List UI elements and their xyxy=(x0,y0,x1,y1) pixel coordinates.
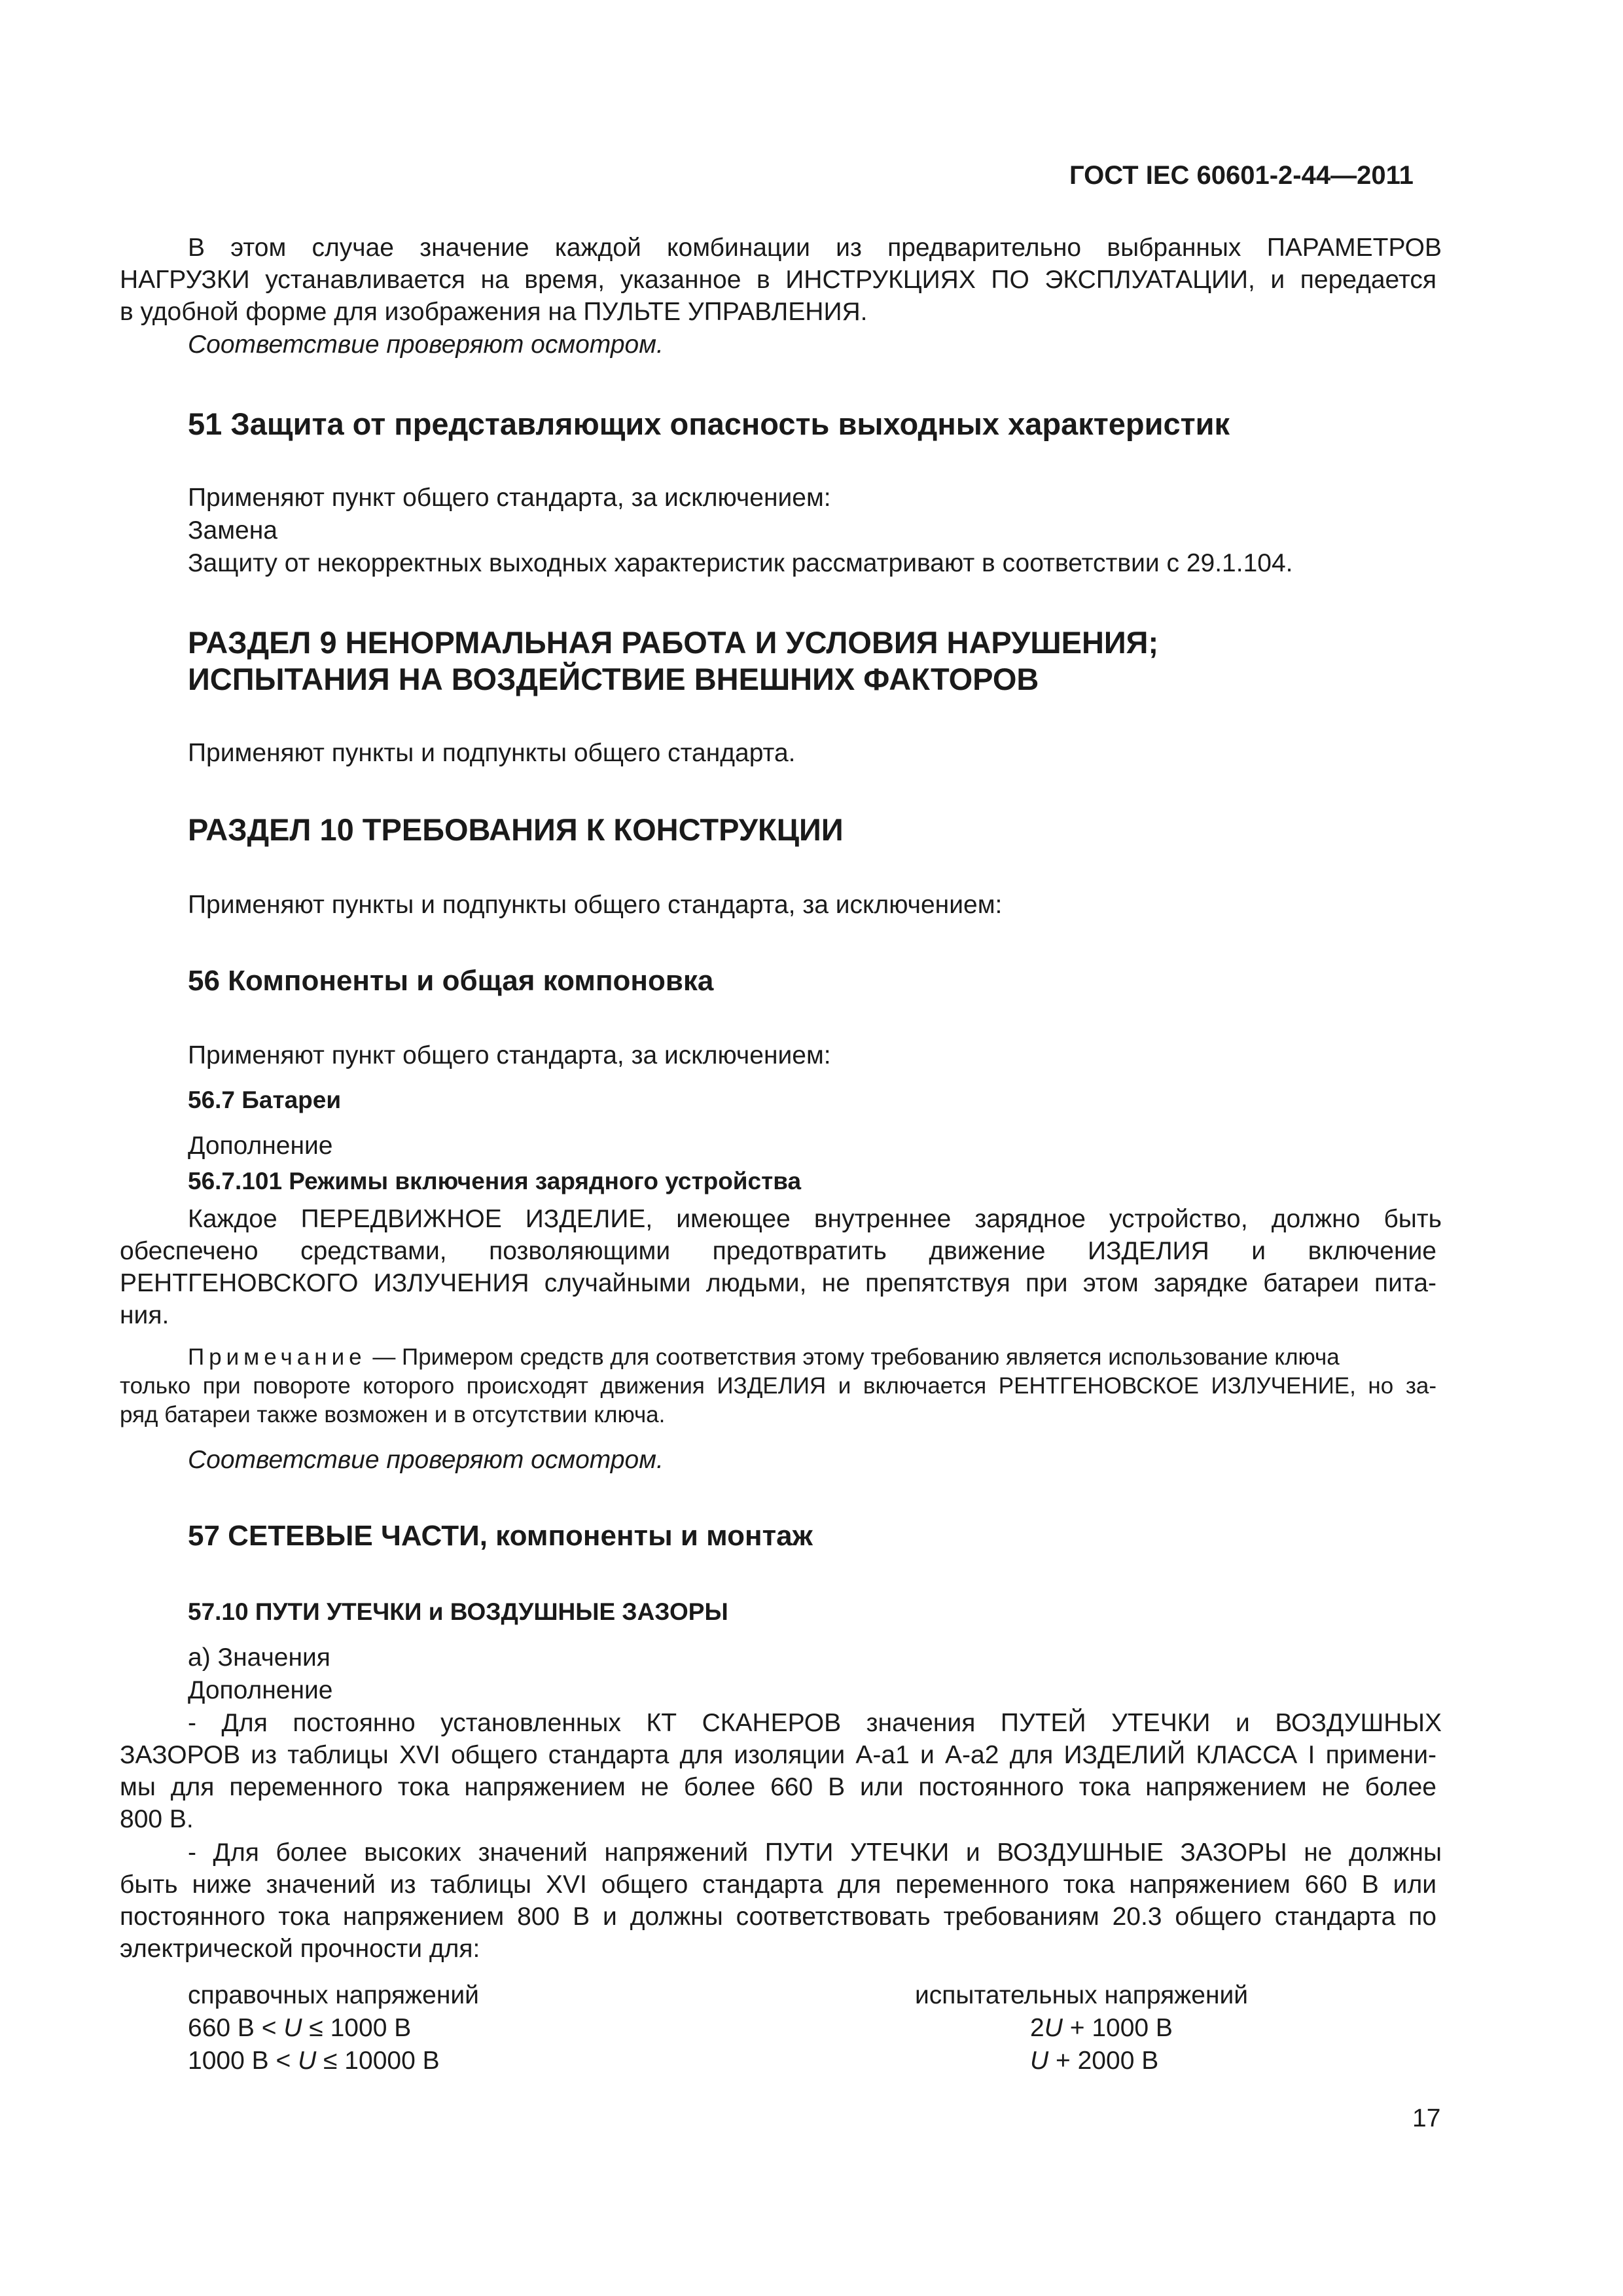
table-row-2-ref xyxy=(188,2045,440,2077)
ref-var: U xyxy=(298,2047,317,2075)
para1-line-3: мы для переменного тока напряжением не более 660 В или постоянного тока напряжением не более xyxy=(120,1773,1436,1801)
ref-a: 660 В < xyxy=(188,2014,284,2042)
para1-line-2: ЗАЗОРОВ из таблицы XVI общего стандарта для изоляции А-а1 и А-а2 для ИЗДЕЛИЙ КЛАССА I примени- xyxy=(120,1741,1436,1769)
section-56-heading: 56 Компоненты и общая компоновка xyxy=(188,965,714,997)
para1-line-4: 800 В. xyxy=(120,1805,194,1833)
section-51-heading: 51 Защита от представляющих опасность выходных характеристик xyxy=(188,406,1230,441)
table-row-2-test xyxy=(1030,2045,1158,2077)
part-10-text: Применяют пункты и подпункты общего стандарта, за исключением: xyxy=(188,891,1003,919)
section-57-addition: Дополнение xyxy=(188,1676,333,1704)
ref-a: 1000 В < xyxy=(188,2047,298,2075)
note-line-1 xyxy=(188,1343,1340,1372)
subsection-56-7-101-heading: 56.7.101 Режимы включения зарядного устройства xyxy=(188,1168,802,1194)
section-56-para-line-3: РЕНТГЕНОВСКОГО ИЗЛУЧЕНИЯ случайными людьми, не препятствуя при этом зарядке батареи пита- xyxy=(120,1269,1436,1297)
subsection-57-10-heading: 57.10 ПУТИ УТЕЧКИ и ВОЗДУШНЫЕ ЗАЗОРЫ xyxy=(188,1598,728,1625)
test-a: 2 xyxy=(1030,2014,1044,2042)
note-line-3: ряд батареи также возможен и в отсутствии ключа. xyxy=(120,1402,666,1427)
table-col2-header: испытательных напряжений xyxy=(915,1981,1249,2009)
intro-line-1: В этом случае значение каждой комбинации из предварительно выбранных ПАРАМЕТРОВ xyxy=(188,234,1442,262)
section-56-para-line-1: Каждое ПЕРЕДВИЖНОЕ ИЗДЕЛИЕ, имеющее внутреннее зарядное устройство, должно быть xyxy=(188,1205,1442,1233)
section-51-line-1: Применяют пункт общего стандарта, за исключением: xyxy=(188,484,831,512)
page-number: 17 xyxy=(1412,2104,1441,2132)
section-56-para-line-4: ния. xyxy=(120,1301,169,1329)
part-9-heading-line-2: ИСПЫТАНИЯ НА ВОЗДЕЙСТВИЕ ВНЕШНИХ ФАКТОРОВ xyxy=(188,662,1039,696)
table-row-1-ref xyxy=(188,2012,411,2044)
section-51-line-3: Защиту от некорректных выходных характеристик рассматривают в соответствии с 29.1.104. xyxy=(188,549,1293,577)
ref-b: ≤ 10000 В xyxy=(316,2047,440,2075)
part-9-heading-line-1: РАЗДЕЛ 9 НЕНОРМАЛЬНАЯ РАБОТА И УСЛОВИЯ НАРУШЕНИЯ; xyxy=(188,625,1159,660)
subsection-56-7-heading: 56.7 Батареи xyxy=(188,1086,342,1113)
note-line-2: только при повороте которого происходят движения ИЗДЕЛИЯ и включается РЕНТГЕНОВСКОЕ ИЗЛУЧЕНИЕ, но за- xyxy=(120,1373,1436,1399)
ref-b: ≤ 1000 В xyxy=(302,2014,412,2042)
para2-line-1: - Для более высоких значений напряжений ПУТИ УТЕЧКИ и ВОЗДУШНЫЕ ЗАЗОРЫ не должны xyxy=(188,1839,1442,1867)
test-b: + 1000 В xyxy=(1062,2014,1173,2042)
para2-line-4: электрической прочности для: xyxy=(120,1935,480,1963)
intro-line-3: в удобной форме для изображения на ПУЛЬТЕ УПРАВЛЕНИЯ. xyxy=(120,298,868,326)
intro-line-2: НАГРУЗКИ устанавливается на время, указанное в ИНСТРУКЦИЯХ ПО ЭКСПЛУАТАЦИИ, и передается xyxy=(120,266,1436,294)
test-var: U xyxy=(1030,2047,1049,2075)
para2-line-3: постоянного тока напряжением 800 В и должны соответствовать требованиям 20.3 общего стандарта по xyxy=(120,1903,1436,1931)
part-9-text: Применяют пункты и подпункты общего стандарта. xyxy=(188,739,796,767)
para2-line-2: быть ниже значений из таблицы XVI общего стандарта для переменного тока напряжением 660 В или xyxy=(120,1871,1436,1899)
subsection-56-7-addition: Дополнение xyxy=(188,1132,333,1160)
note-text-1: — Примером средств для соответствия этому требованию является использование ключа xyxy=(366,1344,1340,1370)
test-b: + 2000 В xyxy=(1048,2047,1159,2075)
document-header: ГОСТ IEC 60601-2-44—2011 xyxy=(1069,161,1414,190)
table-row-1-test xyxy=(1030,2012,1173,2044)
para1-line-1: - Для постоянно установленных КТ СКАНЕРОВ значения ПУТЕЙ УТЕЧКИ и ВОЗДУШНЫХ xyxy=(188,1709,1442,1737)
test-var: U xyxy=(1044,2014,1063,2042)
note-label: Примечание xyxy=(188,1344,366,1370)
section-56-text: Применяют пункт общего стандарта, за исключением: xyxy=(188,1041,831,1069)
item-a: а) Значения xyxy=(188,1643,330,1672)
part-10-heading: РАЗДЕЛ 10 ТРЕБОВАНИЯ К КОНСТРУКЦИИ xyxy=(188,812,844,847)
section-57-heading: 57 СЕТЕВЫЕ ЧАСТИ, компоненты и монтаж xyxy=(188,1520,813,1552)
section-56-para-line-2: обеспечено средствами, позволяющими предотвратить движение ИЗДЕЛИЯ и включение xyxy=(120,1237,1436,1265)
ref-var: U xyxy=(283,2014,302,2042)
table-col1-header: справочных напряжений xyxy=(188,1981,479,2009)
section-56-compliance: Соответствие проверяют осмотром. xyxy=(188,1446,664,1474)
section-51-line-2: Замена xyxy=(188,516,277,545)
intro-compliance: Соответствие проверяют осмотром. xyxy=(188,331,664,359)
